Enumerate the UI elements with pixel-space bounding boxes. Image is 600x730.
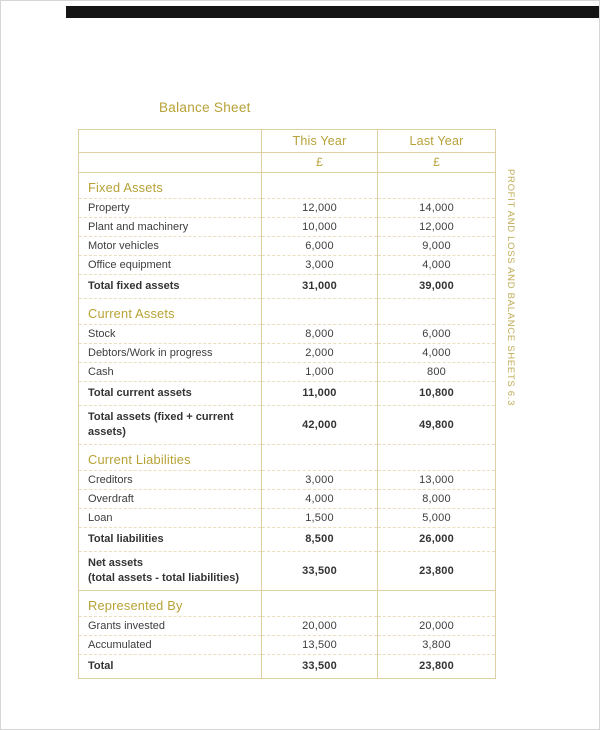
table-row-item — [79, 256, 496, 275]
header-empty-cell — [79, 130, 262, 153]
row-label: Total — [79, 655, 262, 679]
row-label: Current Liabilities — [79, 445, 262, 471]
row-value-last-year: 10,800 — [378, 382, 496, 406]
row-value-last-year — [378, 299, 496, 325]
row-label: Fixed Assets — [88, 180, 163, 195]
row-value-this-year: 8,000 — [262, 325, 378, 344]
row-value-last-year: 3,800 — [378, 636, 496, 655]
table-row-item — [79, 237, 496, 256]
row-label: Creditors — [79, 471, 262, 490]
row-value-this-year: 1,500 — [262, 509, 378, 528]
row-value-this-year: 31,000 — [262, 275, 378, 299]
row-label-line2: (total assets - total liabilities) — [88, 572, 239, 584]
row-label: Loan — [79, 509, 262, 528]
row-value-last-year: 4,000 — [378, 256, 496, 275]
row-value-this-year — [262, 445, 378, 471]
row-value-last-year: 5,000 — [378, 509, 496, 528]
row-value-this-year — [262, 173, 378, 199]
row-value-last-year: 800 — [378, 363, 496, 382]
row-label: Stock — [79, 325, 262, 344]
table-row-total — [79, 552, 496, 591]
row-value-this-year: 10,000 — [262, 218, 378, 237]
row-value-last-year: 12,000 — [378, 218, 496, 237]
row-value-last-year: 23,800 — [378, 552, 496, 591]
row-value-this-year: 33,500 — [262, 655, 378, 679]
currency-symbol-this-year: £ — [262, 153, 378, 173]
table-row-item — [79, 509, 496, 528]
row-label: Net assets (total assets - total liabilities) — [79, 552, 262, 591]
table-row-item — [79, 218, 496, 237]
row-value-last-year: 9,000 — [378, 237, 496, 256]
table-row-item — [79, 636, 496, 655]
table-row-total — [79, 528, 496, 552]
row-value-last-year — [378, 591, 496, 617]
row-label: Cash — [79, 363, 262, 382]
row-label: Debtors/Work in progress — [79, 344, 262, 363]
row-value-this-year: 4,000 — [262, 490, 378, 509]
row-value-last-year: 14,000 — [378, 199, 496, 218]
side-vertical-label: PROFIT AND LOSS AND BALANCE SHEETS 6.3 — [505, 169, 516, 407]
row-value-this-year — [262, 591, 378, 617]
row-label: Represented By — [79, 591, 262, 617]
row-label: Property — [79, 199, 262, 218]
row-value-this-year: 20,000 — [262, 617, 378, 636]
row-value-this-year: 8,500 — [262, 528, 378, 552]
table-row-total — [79, 382, 496, 406]
row-label: Accumulated — [79, 636, 262, 655]
row-label: Total assets (fixed + current assets) — [79, 406, 262, 445]
row-value-last-year: 49,800 — [378, 406, 496, 445]
row-value-last-year: 26,000 — [378, 528, 496, 552]
row-label: Motor vehicles — [79, 237, 262, 256]
balance-sheet-table — [78, 129, 496, 679]
table-row-section — [79, 299, 496, 325]
table-row-total — [79, 406, 496, 445]
column-header-this-year: This Year — [262, 130, 378, 153]
table-body — [79, 173, 496, 679]
row-value-last-year: 8,000 — [378, 490, 496, 509]
table-row-section — [79, 445, 496, 471]
table-row-section — [79, 591, 496, 617]
row-label: Overdraft — [79, 490, 262, 509]
row-value-last-year: 20,000 — [378, 617, 496, 636]
row-value-this-year: 6,000 — [262, 237, 378, 256]
row-value-this-year: 3,000 — [262, 471, 378, 490]
table-row-item — [79, 490, 496, 509]
row-value-last-year: 13,000 — [378, 471, 496, 490]
row-value-this-year: 11,000 — [262, 382, 378, 406]
currency-row — [79, 153, 496, 173]
row-value-this-year: 3,000 — [262, 256, 378, 275]
row-value-this-year: 42,000 — [262, 406, 378, 445]
row-value-last-year — [378, 173, 496, 199]
row-label: Grants invested — [79, 617, 262, 636]
row-label: Total fixed assets — [79, 275, 262, 299]
column-header-row — [79, 130, 496, 153]
row-label: Total current assets — [79, 382, 262, 406]
row-label: Office equipment — [79, 256, 262, 275]
row-value-this-year: 12,000 — [262, 199, 378, 218]
row-label: Current Assets — [79, 299, 262, 325]
currency-symbol-last-year: £ — [378, 153, 496, 173]
row-value-last-year: 23,800 — [378, 655, 496, 679]
table-row-total — [79, 275, 496, 299]
table-row-total — [79, 655, 496, 679]
row-value-last-year: 4,000 — [378, 344, 496, 363]
column-header-last-year: Last Year — [378, 130, 496, 153]
table-row-item — [79, 325, 496, 344]
top-black-bar — [66, 6, 599, 18]
table-row-item — [79, 199, 496, 218]
row-value-last-year — [378, 445, 496, 471]
table-row-item — [79, 363, 496, 382]
currency-empty-cell — [79, 153, 262, 173]
table-row-item — [79, 617, 496, 636]
row-value-last-year: 6,000 — [378, 325, 496, 344]
row-label: Total liabilities — [79, 528, 262, 552]
table-row-section — [79, 173, 496, 199]
row-value-this-year: 2,000 — [262, 344, 378, 363]
table-row-item — [79, 344, 496, 363]
row-value-this-year: 1,000 — [262, 363, 378, 382]
page-title: Balance Sheet — [159, 100, 251, 115]
row-value-this-year — [262, 299, 378, 325]
row-value-this-year: 13,500 — [262, 636, 378, 655]
row-value-last-year: 39,000 — [378, 275, 496, 299]
table-row-item — [79, 471, 496, 490]
row-label: Plant and machinery — [79, 218, 262, 237]
row-value-this-year: 33,500 — [262, 552, 378, 591]
